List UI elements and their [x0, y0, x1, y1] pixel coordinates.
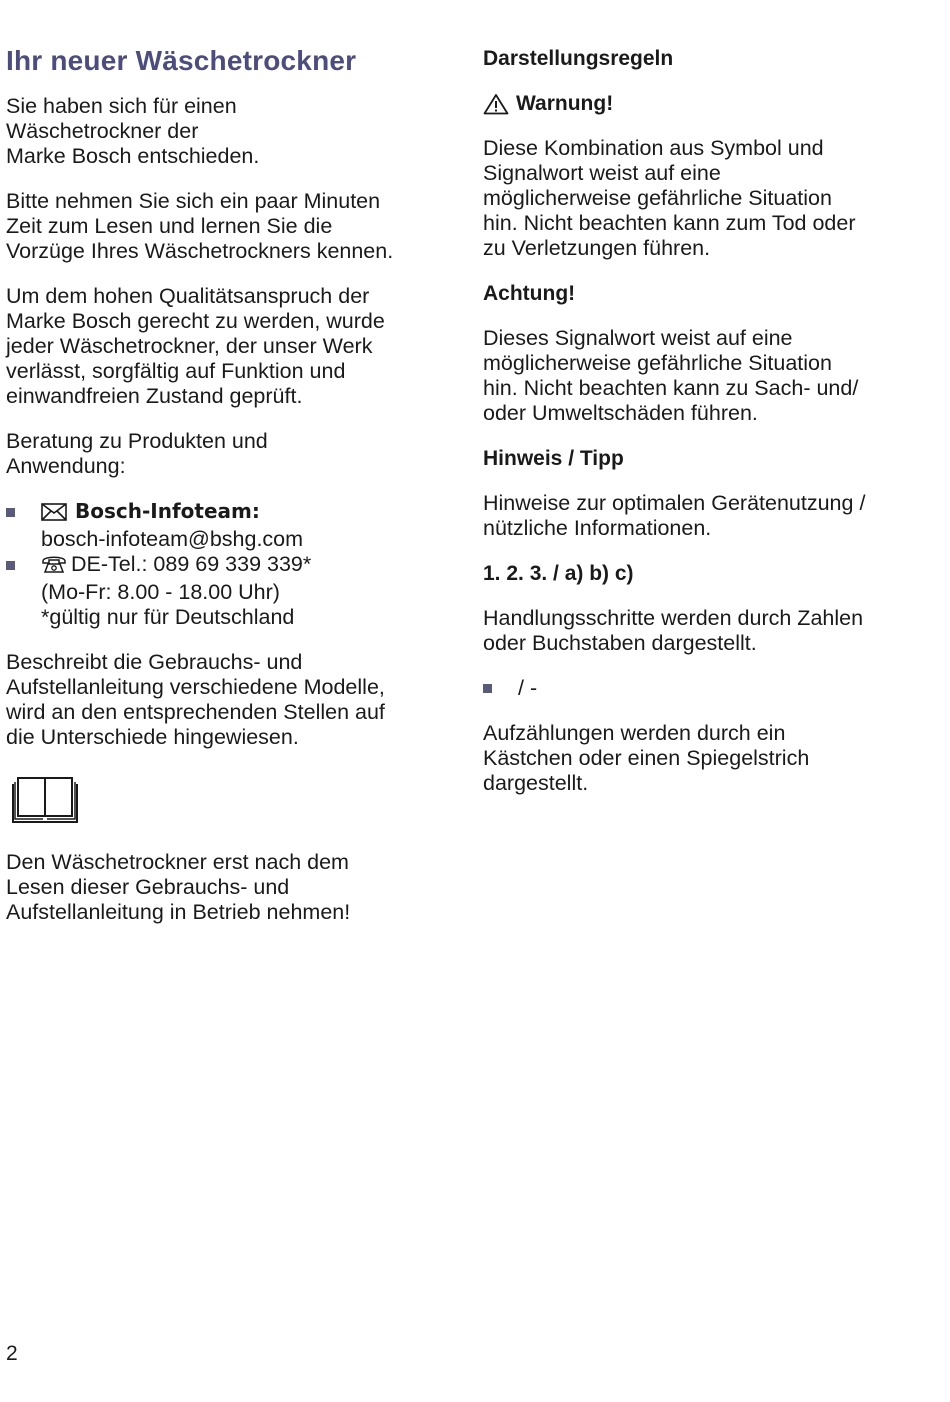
- contact-email-heading: Bosch-Infoteam:: [75, 499, 260, 523]
- hint-text: Hinweise zur optimalen Gerätenutzung / nützliche Informationen.: [483, 491, 866, 540]
- warning-triangle-icon: [483, 93, 509, 115]
- bullet-label: / -: [518, 676, 538, 700]
- page-title: Ihr neuer Wäschetrockner: [6, 45, 357, 76]
- telephone-icon: [41, 554, 67, 580]
- models-paragraph: Beschreibt die Gebrauchs- und Aufstellanleitung verschiedene Modelle, wird an den entsprechenden Stellen auf die Unterschiede hingewiesen.: [6, 650, 385, 749]
- contact-tel-note: *gültig nur für Deutschland: [41, 605, 295, 629]
- bullet-square: [6, 561, 15, 570]
- intro-paragraph: Sie haben sich für einen Wäschetrockner der Marke Bosch entschieden.: [6, 94, 260, 168]
- contact-tel-number: DE-Tel.: 089 69 339 339*: [71, 552, 312, 576]
- left-column: [6, 42, 451, 945]
- envelope-icon: [41, 502, 67, 527]
- bullet-square: [6, 508, 15, 517]
- bullet-text: Aufzählungen werden durch ein Kästchen oder einen Spiegelstrich dargestellt.: [483, 721, 810, 795]
- conventions-heading: Darstellungsregeln: [483, 47, 674, 70]
- contact-email-address: bosch-infoteam@bshg.com: [41, 527, 304, 551]
- bullet-example: [483, 676, 923, 701]
- warning-heading: [483, 91, 923, 116]
- contact-list: [6, 499, 451, 630]
- page-number: 2: [6, 1342, 18, 1365]
- reading-paragraph: Bitte nehmen Sie sich ein paar Minuten Zeit zum Lesen und lernen Sie die Vorzüge Ihres Wäschetrockners kennen.: [6, 189, 394, 263]
- bullet-square: [483, 684, 492, 693]
- steps-label: 1. 2. 3. / a) b) c): [483, 562, 634, 585]
- steps-text: Handlungsschritte werden durch Zahlen oder Buchstaben dargestellt.: [483, 606, 864, 655]
- contact-tel-hours: (Mo-Fr: 8.00 - 18.00 Uhr): [41, 580, 280, 604]
- advice-paragraph: Beratung zu Produkten und Anwendung:: [6, 429, 268, 478]
- warning-label: Warnung!: [516, 92, 614, 115]
- read-first-paragraph: Den Wäschetrockner erst nach dem Lesen dieser Gebrauchs- und Aufstellanleitung in Betrieb nehmen!: [6, 850, 351, 924]
- quality-paragraph: Um dem hohen Qualitätsanspruch der Marke Bosch gerecht zu werden, wurde jeder Wäschetrockner, der unser Werk verlässt, sorgfältig auf Funktion und einwandfreien Zustand geprüft.: [6, 284, 385, 408]
- book-icon: [10, 770, 80, 826]
- warning-text: Diese Kombination aus Symbol und Signalwort weist auf eine möglicherweise gefährliche Situation hin. Nicht beachten kann zum Tod oder zu Verletzungen führen.: [483, 136, 856, 260]
- caution-label: Achtung!: [483, 282, 576, 305]
- contact-tel-item: [6, 552, 451, 630]
- contact-email-item: [6, 499, 451, 552]
- caution-text: Dieses Signalwort weist auf eine möglicherweise gefährliche Situation hin. Nicht beachten kann zu Sach- und/ oder Umweltschäden führen.: [483, 326, 859, 425]
- hint-label: Hinweis / Tipp: [483, 447, 624, 470]
- right-column: [483, 42, 923, 816]
